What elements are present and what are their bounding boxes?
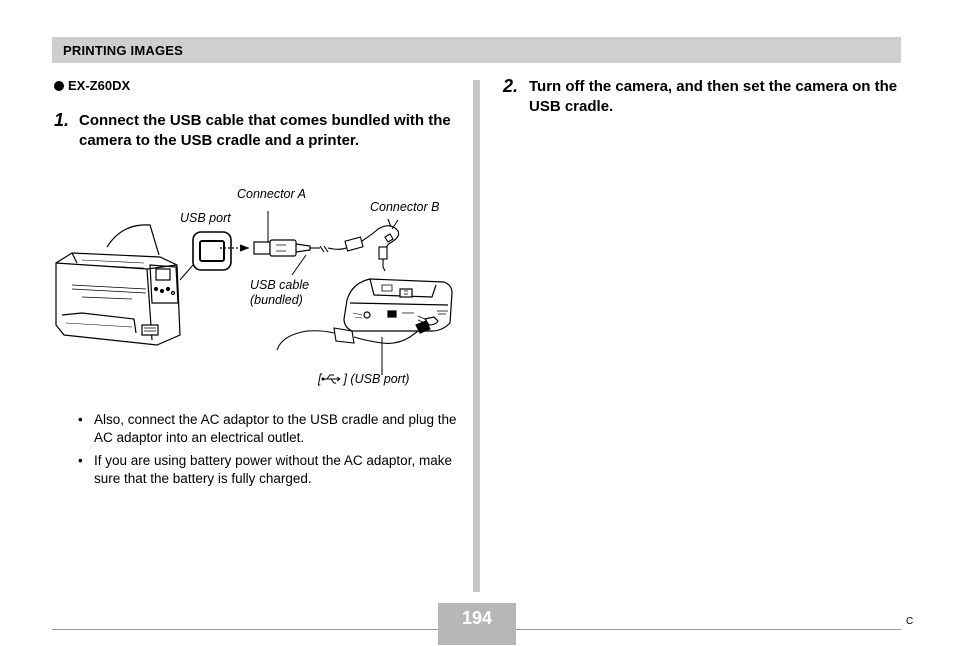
page-number: 194 [461,608,493,628]
label-usb-cable-line2: (bundled) [250,293,303,307]
label-connector-b: Connector B [370,200,440,214]
model-name: EX-Z60DX [68,78,131,93]
bullet-dot-icon [54,81,64,91]
note-item: • Also, connect the AC adaptor to the USB cradle and plug the AC adaptor into an electrical outlet. [78,411,458,447]
step-2-number: 2. [503,76,519,96]
connector-a-plug [220,240,310,256]
note-item: • If you are using battery power without the AC adaptor, make sure that the battery is fully charged. [78,452,458,488]
label-connector-a: Connector A [237,187,307,201]
label-usb-cable-line1: USB cable [250,278,310,292]
usb-port-label-close: ] (USB port) [343,372,410,386]
connector-b-plug [379,219,393,271]
corner-mark: C [906,616,914,627]
label-usb-port: USB port [180,211,231,225]
section-title: PRINTING IMAGES [63,43,184,58]
connection-diagram [52,185,462,400]
step-2-text: Turn off the camera, and then set the camera on the USB cradle. [529,78,898,115]
printer-illustration [56,225,180,345]
usb-port-zoom [180,232,231,280]
notes-list [78,411,458,493]
label-usb-cable [250,278,309,308]
step-1-number: 1. [54,110,70,130]
usb-cable-leader-line [292,255,306,275]
usb-symbol-icon [321,374,343,384]
usb-cradle-illustration [344,279,452,331]
section-header-bar [52,37,901,63]
column-divider [473,80,480,592]
model-heading [54,78,130,93]
page-number-tab [438,603,516,645]
label-cradle-usb-port [318,372,409,387]
usb-port-label-open: [ [318,372,322,386]
step-1-text: Connect the USB cable that comes bundled with the camera to the USB cradle and a printer. [79,112,451,149]
